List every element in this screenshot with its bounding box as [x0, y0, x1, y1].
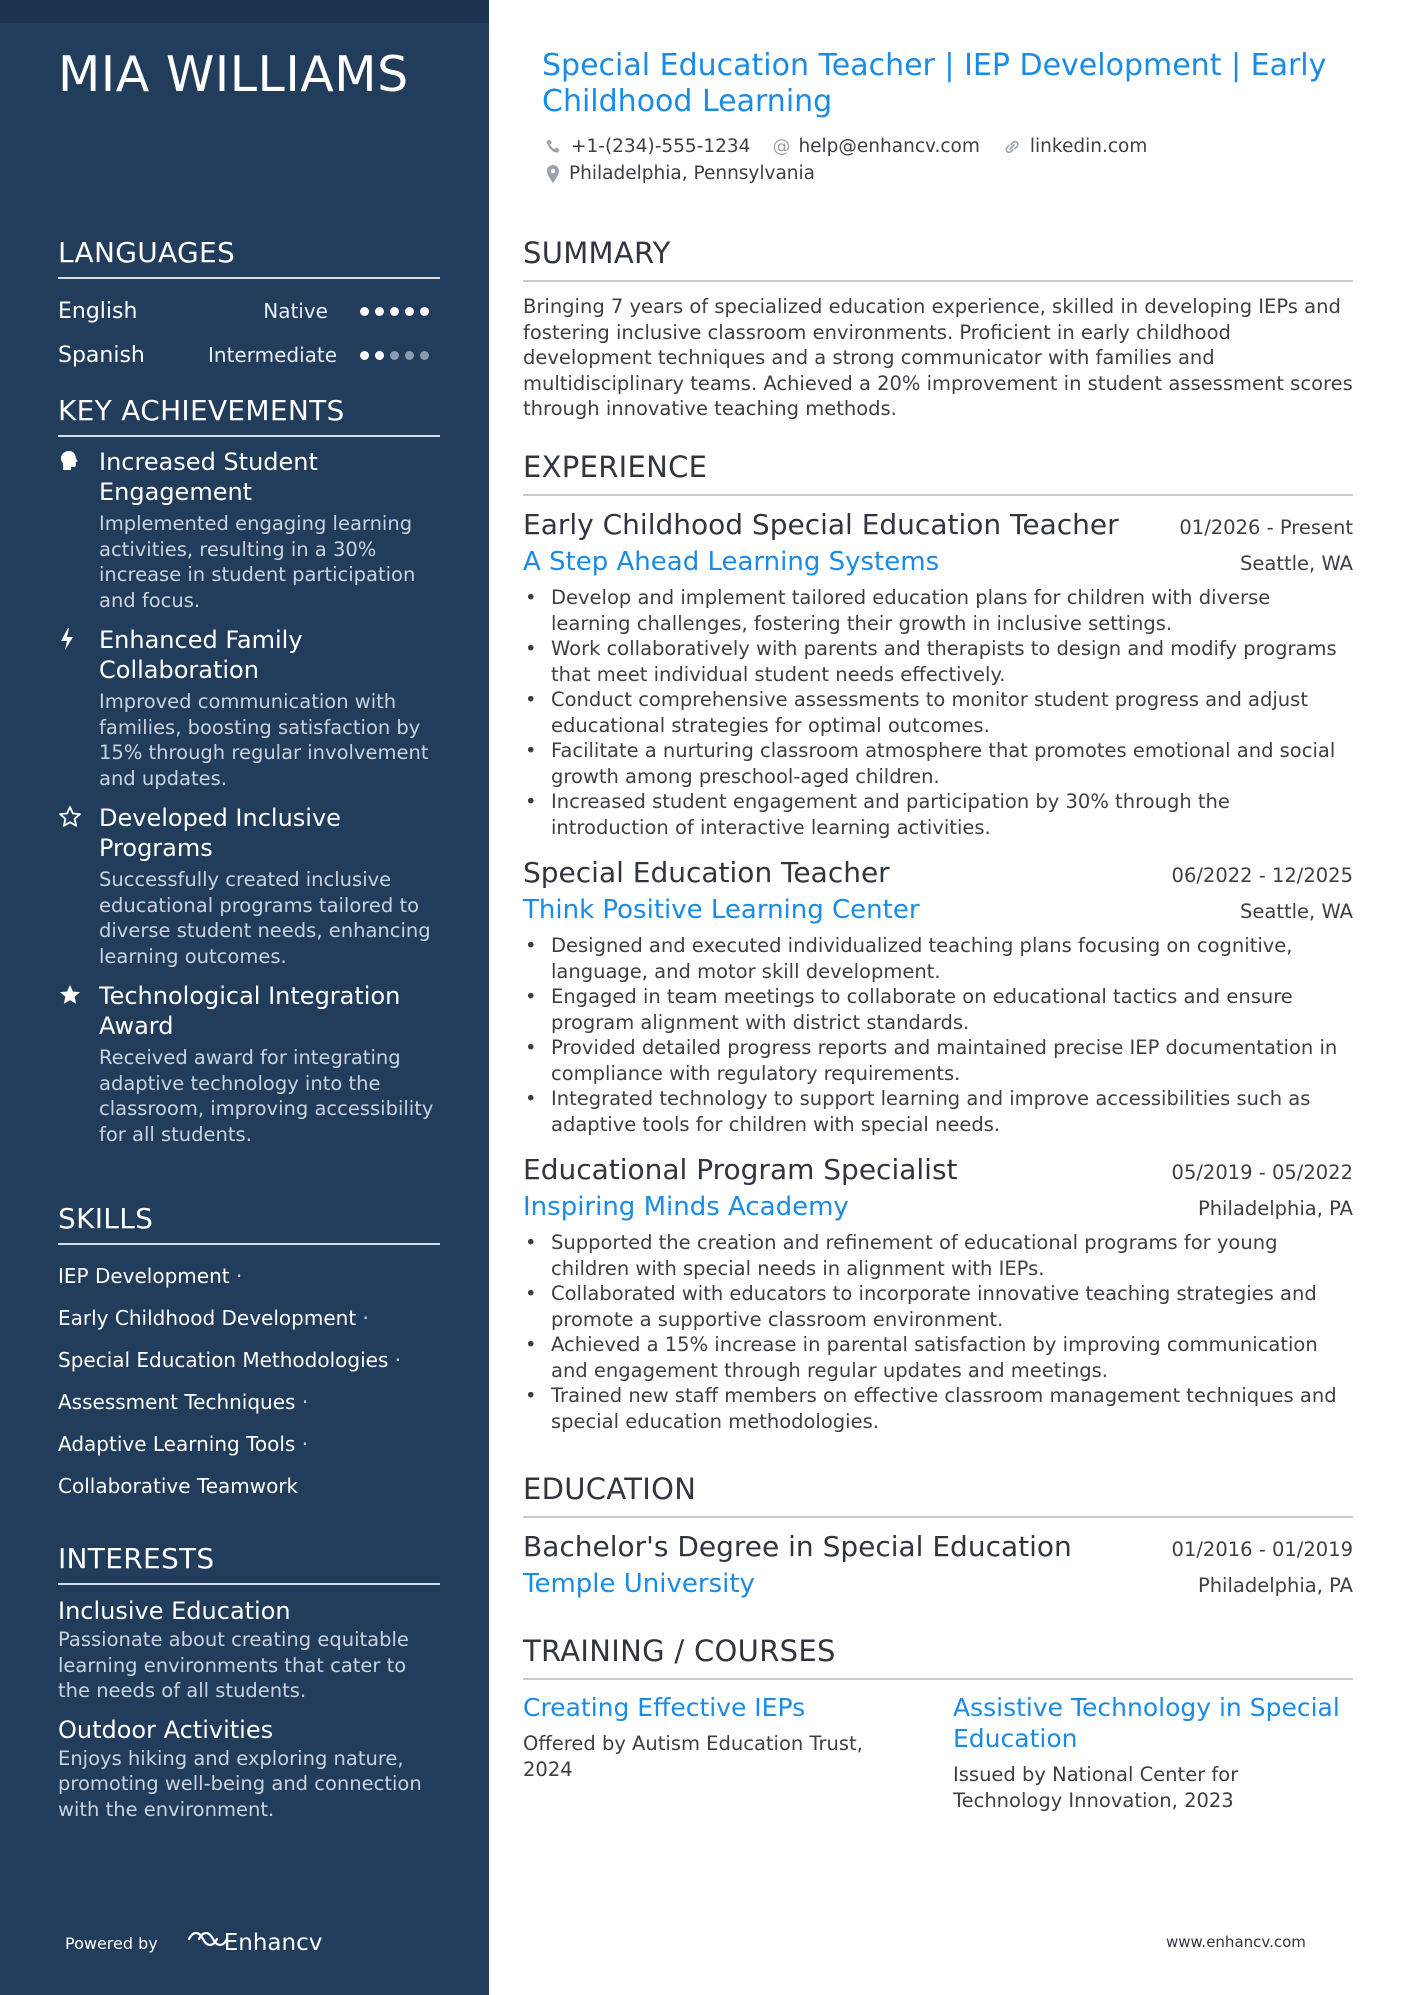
education-date: 01/2016 - 01/2019	[1171, 1538, 1353, 1561]
bullet-item: • Provided detailed progress reports and maintained precise IEP documentation in compliance with regulatory requirements.	[523, 1035, 1353, 1086]
job-entry	[523, 856, 1353, 1137]
dot-filled	[375, 351, 384, 360]
lightning-icon	[58, 625, 99, 791]
skill-item	[58, 1381, 440, 1423]
skill-item	[58, 1339, 440, 1381]
contact-linkedin[interactable]	[1002, 136, 1147, 157]
candidate-name: MIA WILLIAMS	[58, 46, 409, 103]
training-section	[523, 1634, 1353, 1813]
location-pin-icon	[545, 164, 561, 184]
interest-title: Inclusive Education	[58, 1597, 291, 1625]
dot-empty	[390, 351, 399, 360]
dot-filled	[375, 307, 384, 316]
languages-title: LANGUAGES	[58, 236, 440, 279]
skills-title: SKILLS	[58, 1202, 440, 1245]
achievement-item	[58, 803, 440, 969]
achievement-item	[58, 447, 440, 613]
proficiency-dots	[360, 307, 429, 316]
dot-filled	[360, 351, 369, 360]
degree-title: Bachelor's Degree in Special Education	[523, 1530, 1072, 1563]
interest-desc: Passionate about creating equitable learning environments that cater to the needs of all students.	[58, 1628, 409, 1702]
bullet-item: • Develop and implement tailored education plans for children with diverse learning challenges, fostering their growth in inclusive settings.	[523, 585, 1353, 636]
skill-label: Special Education Methodologies	[58, 1348, 389, 1372]
job-location: Seattle, WA	[1240, 900, 1353, 923]
education-section	[523, 1472, 1353, 1599]
job-bullets	[523, 933, 1353, 1137]
interests-section	[58, 1542, 440, 1832]
bullet-item: • Integrated technology to support learning and improve accessibilities such as adaptive tools for children with special needs.	[523, 1086, 1353, 1137]
sidebar-top-strip	[0, 0, 489, 23]
course-grid	[523, 1692, 1353, 1813]
bullet-item: • Increased student engagement and participation by 30% through the introduction of interactive learning activities.	[523, 789, 1353, 840]
dot-filled	[420, 307, 429, 316]
skill-label: Collaborative Teamwork	[58, 1474, 299, 1498]
education-title: EDUCATION	[523, 1472, 1353, 1518]
contact-phone[interactable]	[545, 136, 750, 157]
brain-icon	[58, 447, 99, 613]
training-title: TRAINING / COURSES	[523, 1634, 1353, 1680]
course-title[interactable]: Creating Effective IEPs	[523, 1693, 806, 1722]
skill-separator: ·	[362, 1306, 369, 1330]
phone-text: +1-(234)-555-1234	[571, 136, 751, 157]
enhancv-logo-icon	[185, 1926, 231, 1952]
school-location: Philadelphia, PA	[1197, 1574, 1353, 1597]
interests-title: INTERESTS	[58, 1542, 440, 1585]
achievement-title: Technological Integration Award	[99, 982, 401, 1040]
school-name[interactable]: Temple University	[523, 1569, 755, 1599]
language-level: Native	[263, 299, 328, 323]
job-date: 01/2026 - Present	[1179, 516, 1353, 539]
skill-separator: ·	[301, 1432, 309, 1456]
skill-separator: ·	[235, 1264, 243, 1288]
linkedin-text: linkedin.com	[1029, 136, 1148, 157]
language-row	[58, 289, 440, 333]
summary-section	[523, 236, 1353, 422]
dot-empty	[405, 351, 414, 360]
skill-item	[58, 1297, 440, 1339]
dot-empty	[420, 351, 429, 360]
bullet-item: • Collaborated with educators to incorporate innovative teaching strategies and promote a supportive classroom environment.	[523, 1281, 1353, 1332]
job-location: Philadelphia, PA	[1197, 1197, 1353, 1220]
headline: Special Education Teacher | IEP Development | Early Childhood Learning	[542, 48, 1327, 119]
course-desc: Issued by National Center for Technology Innovation, 2023	[953, 1763, 1239, 1812]
bullet-item: • Engaged in team meetings to collaborate on educational tactics and ensure program alignment with district standards.	[523, 984, 1353, 1035]
job-subheader	[523, 895, 1353, 925]
contact-email[interactable]	[772, 136, 979, 157]
education-header	[523, 1530, 1353, 1563]
achievement-title: Increased Student Engagement	[99, 448, 318, 506]
dot-filled	[390, 307, 399, 316]
skill-label: Assessment Techniques	[58, 1390, 296, 1414]
achievement-title: Developed Inclusive Programs	[99, 804, 341, 862]
footer-site[interactable]: www.enhancv.com	[1166, 1933, 1306, 1951]
experience-title: EXPERIENCE	[523, 450, 1353, 496]
skill-item	[58, 1423, 440, 1465]
link-icon	[1002, 138, 1022, 156]
skill-item	[58, 1255, 440, 1297]
job-bullets	[523, 1230, 1353, 1434]
dot-filled	[360, 307, 369, 316]
achievement-item	[58, 981, 440, 1147]
language-level: Intermediate	[208, 343, 338, 367]
bullet-item: • Facilitate a nurturing classroom atmosphere that promotes emotional and social growth among preschool-aged children.	[523, 738, 1353, 789]
job-title: Early Childhood Special Education Teacher	[523, 508, 1119, 541]
job-company[interactable]: Think Positive Learning Center	[523, 895, 920, 925]
skill-label: Early Childhood Development	[58, 1306, 357, 1330]
powered-by	[65, 1930, 322, 1956]
job-entry	[523, 1153, 1353, 1434]
dot-filled	[405, 307, 414, 316]
job-header	[523, 508, 1353, 541]
achievement-desc: Successfully created inclusive educational programs tailored to diverse student needs, enhancing learning outcomes.	[99, 868, 431, 968]
sidebar	[0, 0, 489, 1995]
course-item	[523, 1692, 953, 1813]
location-text: Philadelphia, Pennsylvania	[569, 163, 816, 184]
skill-label: IEP Development	[58, 1264, 230, 1288]
bullet-item: • Conduct comprehensive assessments to monitor student progress and adjust educational strategies for optimal outcomes.	[523, 687, 1353, 738]
summary-title: SUMMARY	[523, 236, 1353, 282]
brand-name[interactable]: Enhancv	[223, 1930, 323, 1956]
contact-location	[545, 163, 815, 184]
achievement-desc: Received award for integrating adaptive technology into the classroom, improving accessibility for all students.	[99, 1046, 434, 1146]
at-icon: @	[772, 136, 791, 157]
skill-separator: ·	[394, 1348, 402, 1372]
email-text: help@enhancv.com	[798, 136, 980, 157]
summary-text: Bringing 7 years of specialized education experience, skilled in developing IEPs and fostering inclusive classroom environments. Proficient in early childhood development techniques and a strong communicator with families and multidisciplinary teams. Achieved a 20% improvement in student assessment scores through innovative teaching methods.	[523, 295, 1353, 420]
achievement-item	[58, 625, 440, 791]
bullet-item: • Achieved a 15% increase in parental satisfaction by improving communication and engagement through regular updates and meetings.	[523, 1332, 1353, 1383]
achievement-desc: Implemented engaging learning activities, resulting in a 30% increase in student participation and focus.	[99, 512, 416, 612]
skill-separator: ·	[301, 1390, 309, 1414]
bullet-item: • Designed and executed individualized teaching plans focusing on cognitive, language, and motor skill development.	[523, 933, 1353, 984]
achievements-title: KEY ACHIEVEMENTS	[58, 394, 440, 437]
education-subheader	[523, 1569, 1353, 1599]
course-item	[953, 1692, 1353, 1813]
job-date: 05/2019 - 05/2022	[1171, 1161, 1353, 1184]
contact-row	[545, 136, 1169, 157]
language-row	[58, 333, 440, 377]
job-subheader	[523, 1192, 1353, 1222]
contact-location-row	[545, 163, 837, 184]
star-filled-icon	[58, 981, 99, 1147]
skills-section	[58, 1202, 440, 1507]
powered-by-label: Powered by	[65, 1933, 158, 1953]
job-header	[523, 856, 1353, 889]
achievement-title: Enhanced Family Collaboration	[99, 626, 303, 684]
job-company[interactable]: Inspiring Minds Academy	[523, 1192, 849, 1222]
bullet-item: • Supported the creation and refinement of educational programs for young children with special needs in alignment with IEPs.	[523, 1230, 1353, 1281]
job-bullets	[523, 585, 1353, 840]
interest-desc: Enjoys hiking and exploring nature, promoting well-being and connection with the environment.	[58, 1746, 422, 1821]
proficiency-dots	[360, 351, 429, 360]
job-title: Special Education Teacher	[523, 856, 890, 889]
job-date: 06/2022 - 12/2025	[1171, 864, 1353, 887]
course-title[interactable]: Assistive Technology in Special Education	[953, 1693, 1340, 1753]
interest-title: Outdoor Activities	[58, 1715, 274, 1744]
languages-section	[58, 236, 440, 377]
phone-icon	[545, 138, 563, 156]
language-name: English	[58, 298, 138, 324]
job-title: Educational Program Specialist	[523, 1153, 958, 1186]
bullet-item: • Work collaboratively with parents and therapists to design and modify programs that meet individual student needs effectively.	[523, 636, 1353, 687]
experience-section	[523, 450, 1353, 1434]
achievement-desc: Improved communication with families, boosting satisfaction by 15% through regular involvement and updates.	[99, 690, 429, 790]
achievements-section	[58, 394, 440, 1159]
skill-label: Adaptive Learning Tools	[58, 1432, 296, 1456]
star-outline-icon	[58, 803, 99, 969]
course-desc: Offered by Autism Education Trust, 2024	[523, 1732, 863, 1781]
job-company[interactable]: A Step Ahead Learning Systems	[523, 547, 940, 577]
job-header	[523, 1153, 1353, 1186]
job-entry	[523, 508, 1353, 840]
skill-item	[58, 1465, 440, 1507]
bullet-item: • Trained new staff members on effective classroom management techniques and special education methodologies.	[523, 1383, 1353, 1434]
language-name: Spanish	[58, 342, 145, 368]
job-subheader	[523, 547, 1353, 577]
job-location: Seattle, WA	[1240, 552, 1353, 575]
